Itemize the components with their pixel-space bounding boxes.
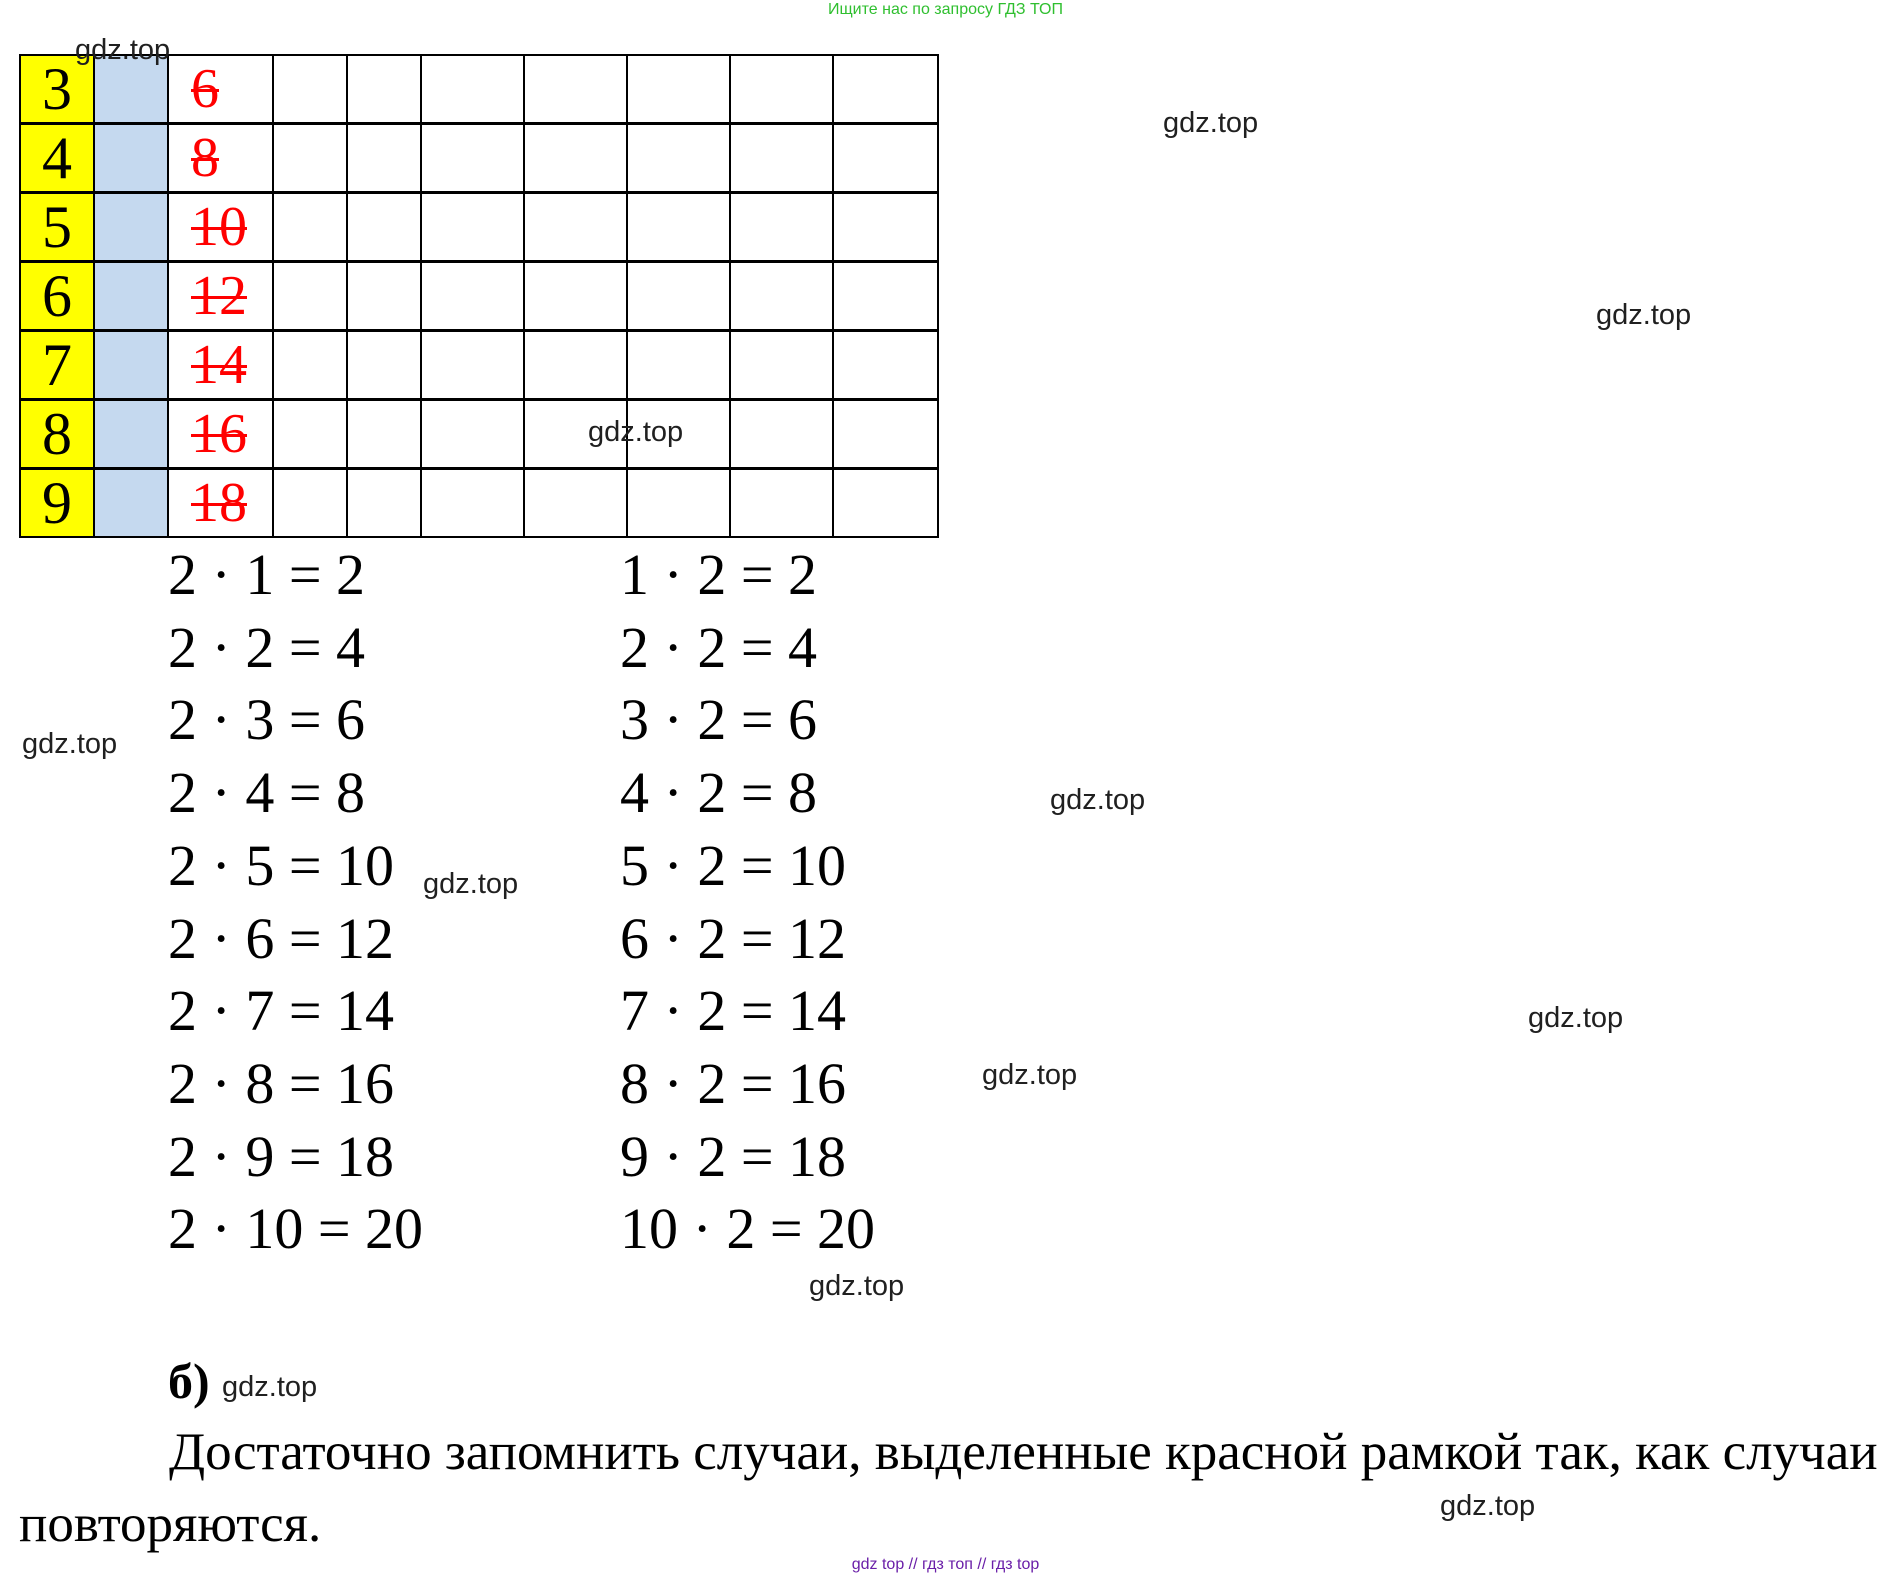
equation: 10 · 2 = 20: [620, 1196, 876, 1262]
equation: 2 · 8 = 16: [168, 1050, 395, 1116]
empty-cell: [626, 54, 731, 124]
product-value: 16: [191, 403, 247, 465]
watermark: gdz.top: [809, 1270, 905, 1302]
blank-blue-cell: [93, 123, 169, 193]
watermark: gdz.top: [1440, 1490, 1536, 1522]
empty-cell: [523, 330, 628, 400]
table-row: [19, 261, 939, 330]
equation: 2 · 7 = 14: [168, 978, 395, 1044]
empty-cell: [832, 399, 939, 469]
product-value: 12: [191, 265, 247, 327]
empty-cell: [626, 261, 731, 331]
equation: 2 · 10 = 20: [168, 1196, 424, 1262]
blank-blue-cell: [93, 468, 169, 538]
empty-cell: [626, 192, 731, 262]
empty-cell: [346, 330, 422, 400]
product-value: 14: [191, 334, 247, 396]
product-value: 18: [191, 472, 247, 534]
watermark: gdz.top: [1596, 299, 1692, 331]
equation: 9 · 2 = 18: [620, 1123, 847, 1189]
watermark: gdz.top: [982, 1059, 1078, 1091]
footer-links[interactable]: [0, 1556, 1891, 1574]
factor-cell: 5: [19, 192, 95, 262]
empty-cell: [729, 261, 834, 331]
empty-cell: [729, 192, 834, 262]
empty-cell: [626, 330, 731, 400]
empty-cell: [420, 468, 525, 538]
factor-cell: 6: [19, 261, 95, 331]
equation: 8 · 2 = 16: [620, 1050, 847, 1116]
empty-cell: [420, 330, 525, 400]
empty-cell: [420, 192, 525, 262]
empty-cell: [272, 192, 348, 262]
equation: 2 · 9 = 18: [168, 1123, 395, 1189]
empty-cell: [729, 468, 834, 538]
watermark: gdz.top: [1050, 784, 1146, 816]
empty-cell: [832, 261, 939, 331]
empty-cell: [523, 54, 628, 124]
footer-link[interactable]: гдз top: [990, 1556, 1040, 1573]
equation: 5 · 2 = 10: [620, 832, 847, 898]
blank-blue-cell: [93, 330, 169, 400]
equation: 2 · 5 = 10: [168, 832, 395, 898]
equation: 2 · 4 = 8: [168, 760, 366, 826]
table-row: [19, 330, 939, 399]
equation: 7 · 2 = 14: [620, 978, 847, 1044]
empty-cell: [272, 261, 348, 331]
equation: 2 · 2 = 4: [168, 614, 366, 680]
watermark: gdz.top: [423, 868, 519, 900]
equation: 3 · 2 = 6: [620, 687, 818, 753]
empty-cell: [523, 261, 628, 331]
product-value: 6: [191, 58, 219, 120]
empty-cell: [346, 468, 422, 538]
section-b-text: Достаточно запомнить случаи, выделенные красной рамкой так, как случаи повторяются.: [19, 1423, 1878, 1553]
empty-cell: [420, 123, 525, 193]
factor-cell: 9: [19, 468, 95, 538]
empty-cell: [420, 261, 525, 331]
empty-cell: [523, 468, 628, 538]
watermark: gdz.top: [75, 34, 171, 66]
table-row: [19, 399, 939, 468]
empty-cell: [729, 54, 834, 124]
footer-separator: //: [908, 1556, 918, 1573]
product-cell: [167, 468, 274, 538]
empty-cell: [626, 468, 731, 538]
empty-cell: [346, 192, 422, 262]
empty-cell: [729, 330, 834, 400]
product-value: 8: [191, 127, 219, 189]
equation: 2 · 6 = 12: [168, 905, 395, 971]
empty-cell: [832, 330, 939, 400]
empty-cell: [523, 192, 628, 262]
empty-cell: [346, 54, 422, 124]
empty-cell: [832, 123, 939, 193]
equation: 1 · 2 = 2: [620, 542, 818, 607]
footer-separator: //: [977, 1556, 987, 1573]
factor-cell: 4: [19, 123, 95, 193]
empty-cell: [729, 123, 834, 193]
search-hint-link[interactable]: Ищите нас по запросу ГДЗ ТОП: [828, 1, 1063, 18]
blank-blue-cell: [93, 261, 169, 331]
empty-cell: [420, 399, 525, 469]
empty-cell: [626, 123, 731, 193]
empty-cell: [346, 261, 422, 331]
empty-cell: [272, 54, 348, 124]
empty-cell: [272, 399, 348, 469]
blank-blue-cell: [93, 399, 169, 469]
empty-cell: [832, 54, 939, 124]
watermark: gdz.top: [22, 728, 118, 760]
product-cell: [167, 261, 274, 331]
empty-cell: [729, 399, 834, 469]
watermark: gdz.top: [222, 1371, 318, 1403]
empty-cell: [346, 123, 422, 193]
empty-cell: [832, 192, 939, 262]
empty-cell: [346, 399, 422, 469]
top-banner[interactable]: [0, 1, 1891, 19]
section-b-label: б): [168, 1353, 210, 1409]
equation: 2 · 1 = 2: [168, 542, 366, 607]
product-cell: [167, 330, 274, 400]
empty-cell: [272, 468, 348, 538]
product-cell: [167, 54, 274, 124]
factor-cell: 3: [19, 54, 95, 124]
empty-cell: [832, 468, 939, 538]
product-cell: [167, 123, 274, 193]
product-cell: [167, 192, 274, 262]
empty-cell: [523, 123, 628, 193]
watermark: gdz.top: [588, 416, 684, 448]
empty-cell: [272, 330, 348, 400]
empty-cell: [420, 54, 525, 124]
table-row: [19, 123, 939, 192]
footer-link[interactable]: гдз топ: [922, 1556, 973, 1573]
blank-blue-cell: [93, 192, 169, 262]
equation: 6 · 2 = 12: [620, 905, 847, 971]
equation: 2 · 3 = 6: [168, 687, 366, 753]
watermark: gdz.top: [1163, 107, 1259, 139]
product-value: 10: [191, 196, 247, 258]
table-row: [19, 192, 939, 261]
footer-link[interactable]: gdz top: [851, 1556, 905, 1573]
product-cell: [167, 399, 274, 469]
factor-cell: 8: [19, 399, 95, 469]
factor-cell: 7: [19, 330, 95, 400]
equation: 2 · 2 = 4: [620, 614, 818, 680]
watermark: gdz.top: [1528, 1002, 1624, 1034]
empty-cell: [272, 123, 348, 193]
table-row: [19, 468, 939, 537]
equation: 4 · 2 = 8: [620, 760, 818, 826]
